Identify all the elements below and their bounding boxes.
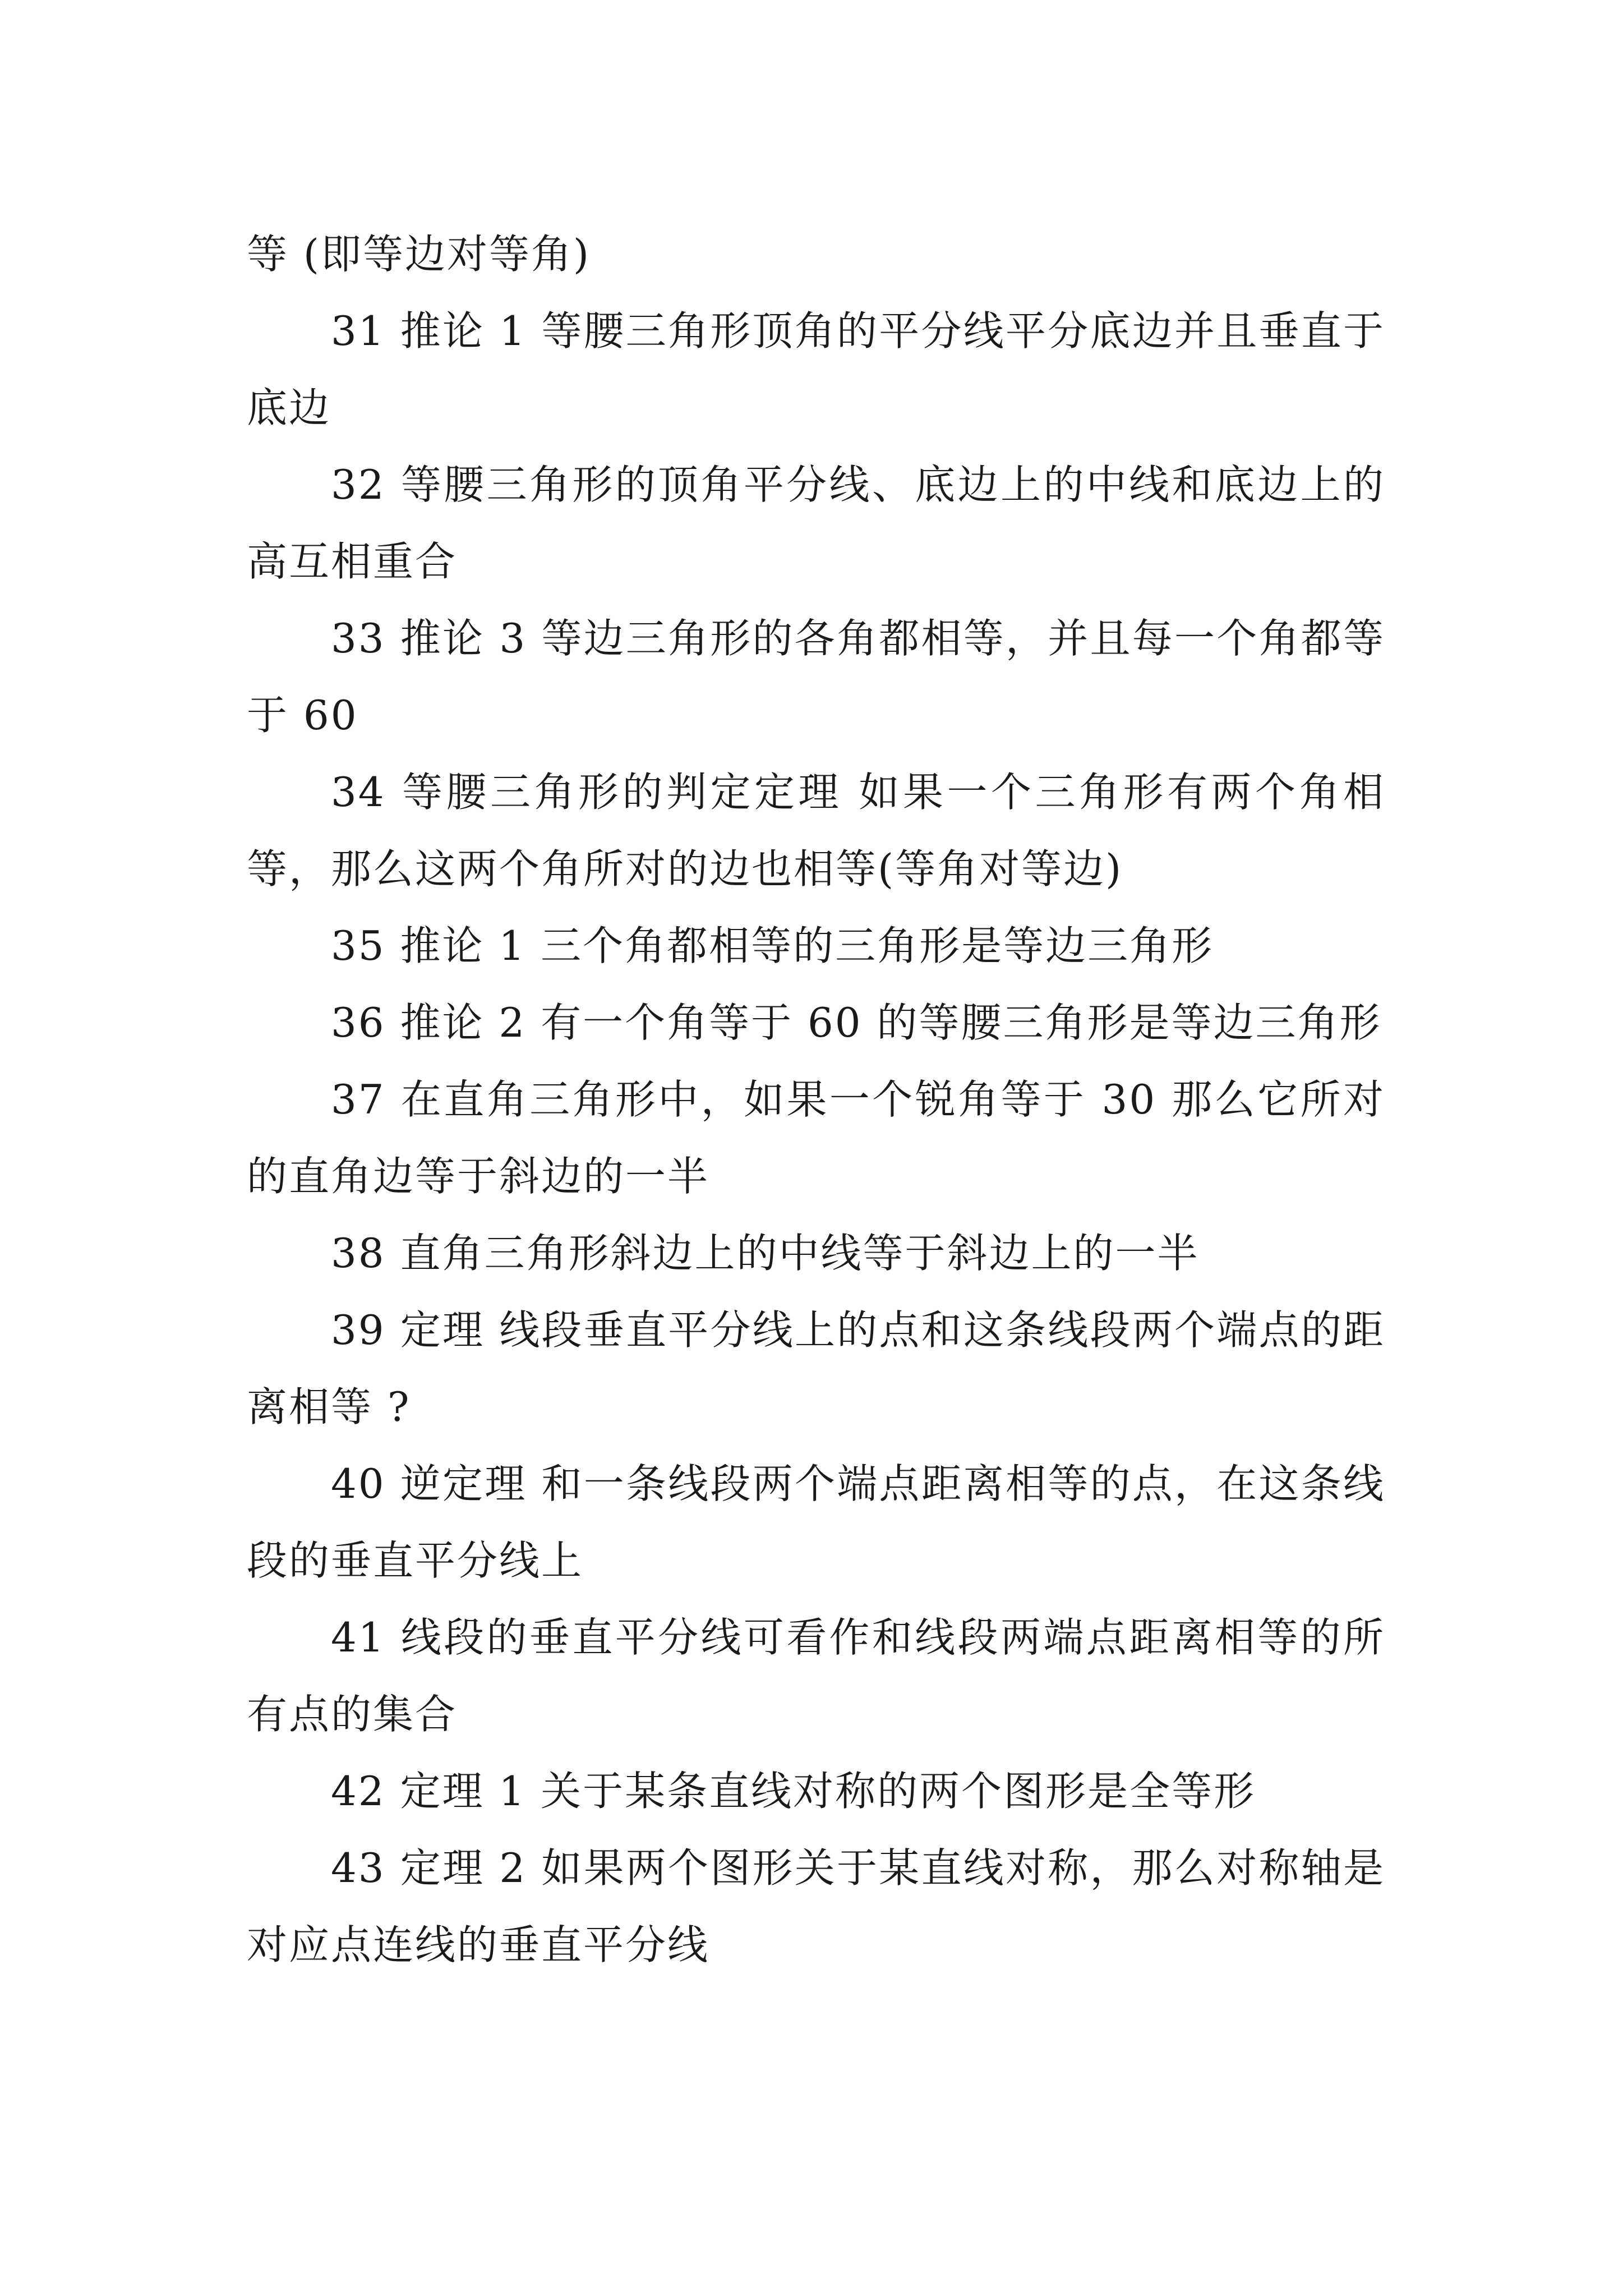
document-body (247, 216, 1385, 1984)
paragraph-42: 42 定理 1 关于某条直线对称的两个图形是全等形 (331, 1768, 1256, 1815)
paragraph-39: 39 定理 线段垂直平分线上的点和这条线段两个端点的距离相等 ? (247, 1306, 1385, 1430)
paragraph-43: 43 定理 2 如果两个图形关于某直线对称，那么对称轴是对应点连线的垂直平分线 (247, 1844, 1385, 1968)
paragraph-36: 36 推论 2 有一个角等于 60 的等腰三角形是等边三角形 (331, 999, 1382, 1046)
paragraph-38: 38 直角三角形斜边上的中线等于斜边上的一半 (331, 1230, 1200, 1277)
paragraph-35: 35 推论 1 三个角都相等的三角形是等边三角形 (331, 922, 1214, 969)
paragraph-37: 37 在直角三角形中，如果一个锐角等于 30 那么它所对的直角边等于斜边的一半 (247, 1076, 1385, 1200)
paragraph-31: 31 推论 1 等腰三角形顶角的平分线平分底边并且垂直于底边 (247, 307, 1385, 431)
paragraph-32: 32 等腰三角形的顶角平分线、底边上的中线和底边上的高互相重合 (247, 461, 1385, 585)
paragraph-33: 33 推论 3 等边三角形的各角都相等，并且每一个角都等于 60 (247, 615, 1385, 739)
paragraph-34: 34 等腰三角形的判定定理 如果一个三角形有两个角相等，那么这两个角所对的边也相等(等角对等边) (247, 769, 1385, 892)
paragraph-41: 41 线段的垂直平分线可看作和线段两端点距离相等的所有点的集合 (247, 1614, 1385, 1738)
paragraph-40: 40 逆定理 和一条线段两个端点距离相等的点，在这条线段的垂直平分线上 (247, 1460, 1385, 1584)
paragraph-30-continued: 等 (即等边对等角) (247, 231, 591, 278)
